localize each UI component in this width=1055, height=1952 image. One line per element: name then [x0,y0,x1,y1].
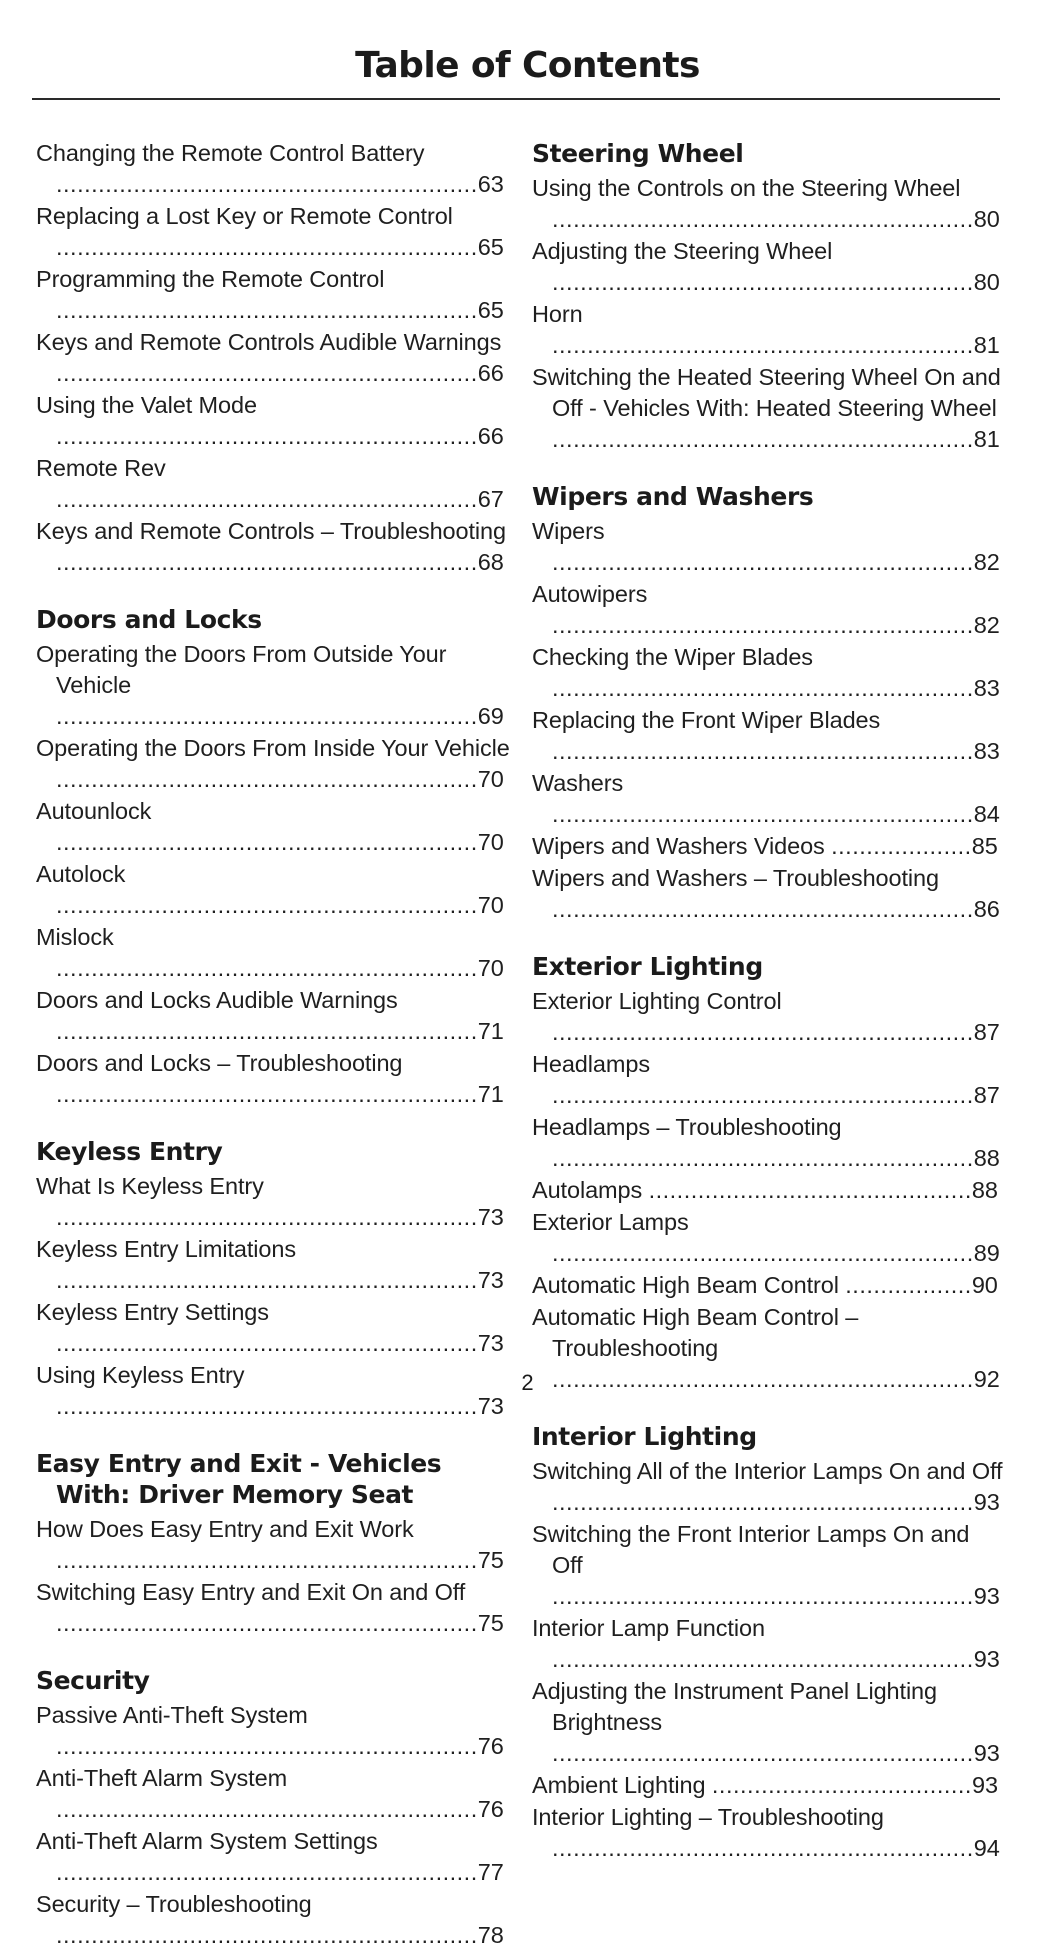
toc-entry-label: Replacing a Lost Key or Remote Control [36,203,453,229]
toc-entry-label: Autolamps [532,1177,649,1203]
dot-leader: ............................................................ [56,892,478,918]
toc-page-number: 93 [973,1646,1000,1672]
toc-entry-label: Automatic High Beam Control [532,1272,846,1298]
toc-entry[interactable] [36,985,510,1047]
toc-entry-label: Keyless Entry Limitations [36,1236,297,1262]
toc-entry[interactable] [532,642,1005,704]
toc-page-number: 76 [477,1733,504,1759]
toc-page-number: 93 [973,1740,1000,1766]
toc-entry[interactable] [532,705,1005,767]
toc-section-heading-steering-wheel: Steering Wheel [532,139,744,168]
toc-entry-label: Programming the Remote Control [36,266,385,292]
toc-entry[interactable] [36,453,510,515]
toc-entry[interactable] [532,768,1005,830]
toc-entry-label: Keys and Remote Controls Audible Warnings [36,329,502,355]
toc-entry[interactable] [36,1048,510,1110]
dot-leader: ............................................................ [552,1145,974,1171]
dot-leader: ............................................................ [552,1240,974,1266]
toc-entry[interactable] [532,1112,1005,1174]
toc-entry-label: Changing the Remote Control Battery [36,140,425,166]
dot-leader: .............................................. [648,1177,972,1203]
dot-leader: ............................................................ [552,1646,974,1672]
toc-entry[interactable] [532,1676,1005,1769]
toc-entry[interactable] [532,831,1005,862]
toc-entry[interactable] [36,264,510,326]
toc-entry-label: Headlamps [532,1051,650,1077]
dot-leader: ............................................................ [56,955,478,981]
toc-entry-label: Autolock [36,861,126,887]
toc-entry[interactable] [532,1456,1005,1518]
dot-leader: ............................................................ [56,1796,478,1822]
dot-leader: ............................................................ [552,612,974,638]
toc-section-heading-easy-entry-and-exit-vehicles-with-driver-memory-: Easy Entry and Exit - Vehicles With: Driver Memory Seat [36,1449,442,1509]
dot-leader: ............................................................ [56,1547,478,1573]
toc-section-heading-keyless-entry: Keyless Entry [36,1137,223,1166]
toc-page-number: 66 [477,423,504,449]
dot-leader: ............................................................ [552,332,974,358]
dot-leader: ............................................................ [56,549,478,575]
toc-entry[interactable] [532,362,1005,455]
toc-page-number: 73 [477,1204,504,1230]
toc-section-heading-security: Security [36,1666,150,1695]
toc-entry-label: Headlamps – Troubleshooting [532,1114,842,1140]
toc-entry-label: Switching the Front Interior Lamps On and Off [532,1521,970,1578]
toc-entry-label: Wipers and Washers – Troubleshooting [532,865,939,891]
dot-leader: ............................................................ [56,1204,478,1230]
dot-leader: ............................................................ [56,1267,478,1293]
dot-leader: ............................................................ [56,1733,478,1759]
toc-entry-label: Exterior Lighting Control [532,988,782,1014]
toc-page-number: 83 [973,675,1000,701]
toc-page-number: 73 [477,1330,504,1356]
dot-leader: ............................................................ [56,1859,478,1885]
toc-entry[interactable] [532,516,1005,578]
toc-page-number: 75 [477,1547,504,1573]
toc-entry-label: Washers [532,770,624,796]
dot-leader: ............................................................ [552,801,974,827]
toc-page-number: 71 [477,1081,504,1107]
toc-page-number: 80 [973,269,1000,295]
toc-entry-label: Switching Easy Entry and Exit On and Off [36,1579,466,1605]
toc-entry-label: Mislock [36,924,114,950]
toc-page-number: 66 [477,360,504,386]
toc-entry-label: Switching All of the Interior Lamps On and Off [532,1458,1003,1484]
toc-page-number: 77 [477,1859,504,1885]
toc-page-number: 85 [971,833,998,859]
toc-entry-label: Operating the Doors From Outside Your Vehicle [36,641,447,698]
dot-leader: ............................................................ [56,1081,478,1107]
toc-entry-label: Interior Lamp Function [532,1615,765,1641]
toc-entry-label: Security – Troubleshooting [36,1891,312,1917]
toc-page-number: 68 [477,549,504,575]
toc-page-number: 87 [973,1019,1000,1045]
toc-page-number: 93 [973,1583,1000,1609]
dot-leader: ............................................................ [56,1610,478,1636]
dot-leader: ............................................................ [552,738,974,764]
toc-entry[interactable] [36,922,510,984]
toc-entry[interactable] [532,1770,1005,1801]
toc-entry-label: Using the Valet Mode [36,392,257,418]
dot-leader: ............................................................ [552,1740,974,1766]
toc-entry[interactable] [532,1049,1005,1111]
toc-entry[interactable] [36,201,510,263]
toc-page-number: 93 [973,1489,1000,1515]
dot-leader: ............................................................ [552,1019,974,1045]
dot-leader: ............................................................ [552,1583,974,1609]
dot-leader: ............................................................ [552,269,974,295]
dot-leader: ..................................... [711,1772,972,1798]
dot-leader: ............................................................ [56,766,478,792]
toc-entry-label: Switching the Heated Steering Wheel On and Off - Vehicles With: Heated Steering Wheel [532,364,1001,421]
dot-leader: ............................................................ [56,829,478,855]
dot-leader: .................... [831,833,972,859]
title-divider [32,98,1000,100]
toc-entry[interactable] [36,327,510,389]
toc-columns [0,138,1055,1952]
toc-entry[interactable] [532,1175,1005,1206]
dot-leader: ............................................................ [56,297,478,323]
toc-page-number: 65 [477,234,504,260]
toc-entry-label: Operating the Doors From Inside Your Vehicle [36,735,510,761]
toc-page-number: 69 [477,703,504,729]
toc-entry-label: Autowipers [532,581,648,607]
toc-entry-label: Passive Anti-Theft System [36,1702,308,1728]
toc-page-number: 63 [477,171,504,197]
toc-page-number: 70 [477,766,504,792]
dot-leader: ............................................................ [56,171,478,197]
dot-leader: ............................................................ [56,486,478,512]
toc-entry-label: Remote Rev [36,455,166,481]
toc-entry-label: Doors and Locks – Troubleshooting [36,1050,403,1076]
toc-page-number: 92 [973,1366,1000,1392]
toc-entry-label: Adjusting the Steering Wheel [532,238,833,264]
toc-entry[interactable] [36,1514,510,1576]
toc-entry-label: What Is Keyless Entry [36,1173,264,1199]
toc-entry[interactable] [532,986,1005,1048]
dot-leader: ............................................................ [56,1018,478,1044]
toc-section-heading-exterior-lighting: Exterior Lighting [532,952,763,981]
toc-entry[interactable] [36,859,510,921]
toc-page-number: 70 [477,829,504,855]
toc-entry[interactable] [532,1270,1005,1301]
toc-entry[interactable] [532,236,1005,298]
toc-page-number: 76 [477,1796,504,1822]
toc-entry-label: Keyless Entry Settings [36,1299,269,1325]
dot-leader: ............................................................ [552,1366,974,1392]
toc-page-number: 93 [971,1772,998,1798]
toc-page-number: 84 [973,801,1000,827]
toc-page-number: 88 [973,1145,1000,1171]
dot-leader: ............................................................ [56,423,478,449]
dot-leader: .................. [845,1272,972,1298]
toc-entry[interactable] [532,1802,1005,1864]
toc-entry[interactable] [36,796,510,858]
toc-entry[interactable] [36,1171,510,1233]
toc-section-heading-doors-and-locks: Doors and Locks [36,605,262,634]
toc-entry[interactable] [36,390,510,452]
toc-entry[interactable] [36,639,510,732]
toc-entry[interactable] [36,1889,510,1951]
dot-leader: ............................................................ [552,1835,974,1861]
toc-page-number: 94 [973,1835,1000,1861]
toc-section-heading-wipers-and-washers: Wipers and Washers [532,482,814,511]
toc-entry-label: Ambient Lighting [532,1772,712,1798]
page-number: 2 [521,1370,534,1395]
toc-entry-label: Interior Lighting – Troubleshooting [532,1804,884,1830]
toc-page-number: 80 [973,206,1000,232]
toc-entry[interactable] [36,138,510,200]
toc-entry-label: How Does Easy Entry and Exit Work [36,1516,414,1542]
dot-leader: ............................................................ [552,1489,974,1515]
toc-entry[interactable] [532,299,1005,361]
toc-entry[interactable] [36,1826,510,1888]
dot-leader: ............................................................ [552,675,974,701]
toc-page-number: 90 [971,1272,998,1298]
toc-entry-label: Replacing the Front Wiper Blades [532,707,881,733]
toc-page-number: 81 [973,332,1000,358]
toc-page-number: 87 [973,1082,1000,1108]
toc-page-number: 70 [477,955,504,981]
toc-entry-label: Anti-Theft Alarm System [36,1765,288,1791]
toc-entry-label: Automatic High Beam Control – Troubleshooting [532,1304,859,1361]
dot-leader: ............................................................ [552,896,974,922]
toc-entry[interactable] [36,733,510,795]
toc-entry[interactable] [36,1763,510,1825]
toc-entry-label: Keys and Remote Controls – Troubleshooting [36,518,506,544]
toc-page-number: 75 [477,1610,504,1636]
dot-leader: ............................................................ [56,1922,478,1948]
dot-leader: ............................................................ [56,1330,478,1356]
toc-section-heading-interior-lighting: Interior Lighting [532,1422,757,1451]
toc-page-number: 81 [973,426,1000,452]
toc-page-number: 78 [477,1922,504,1948]
toc-page-number: 70 [477,892,504,918]
toc-entry-label: Adjusting the Instrument Panel Lighting Brightness [532,1678,937,1735]
toc-entry[interactable] [532,1613,1005,1675]
toc-entry-label: Horn [532,301,583,327]
dot-leader: ............................................................ [552,549,974,575]
dot-leader: ............................................................ [56,234,478,260]
toc-entry[interactable] [532,579,1005,641]
toc-page-number: 82 [973,612,1000,638]
toc-page-number: 89 [973,1240,1000,1266]
page-title: Table of Contents [355,45,700,86]
toc-entry-label: Using the Controls on the Steering Wheel [532,175,961,201]
toc-entry-label: Doors and Locks Audible Warnings [36,987,398,1013]
toc-entry-label: Wipers [532,518,605,544]
toc-page-number: 71 [477,1018,504,1044]
toc-entry[interactable] [532,1207,1005,1269]
toc-entry[interactable] [36,516,510,578]
dot-leader: ............................................................ [56,360,478,386]
toc-entry[interactable] [532,863,1005,925]
toc-page-number: 83 [973,738,1000,764]
toc-page-number: 88 [971,1177,998,1203]
toc-entry[interactable] [532,1519,1005,1612]
toc-page-number: 73 [477,1393,504,1419]
toc-entry-label: Exterior Lamps [532,1209,689,1235]
toc-page-number: 67 [477,486,504,512]
dot-leader: ............................................................ [552,1082,974,1108]
toc-entry-label: Checking the Wiper Blades [532,644,813,670]
dot-leader: ............................................................ [552,206,974,232]
toc-entry[interactable] [36,1700,510,1762]
toc-entry[interactable] [36,1577,510,1639]
toc-entry[interactable] [36,1234,510,1296]
toc-page-number: 73 [477,1267,504,1293]
dot-leader: ............................................................ [552,426,974,452]
toc-entry-label: Autounlock [36,798,152,824]
toc-page-number: 82 [973,549,1000,575]
toc-entry-label: Using Keyless Entry [36,1362,245,1388]
toc-page-number: 86 [973,896,1000,922]
toc-entry-label: Anti-Theft Alarm System Settings [36,1828,378,1854]
dot-leader: ............................................................ [56,703,478,729]
toc-entry-label: Wipers and Washers Videos [532,833,832,859]
toc-entry[interactable] [532,173,1005,235]
toc-entry[interactable] [36,1297,510,1359]
dot-leader: ............................................................ [56,1393,478,1419]
toc-page-number: 65 [477,297,504,323]
